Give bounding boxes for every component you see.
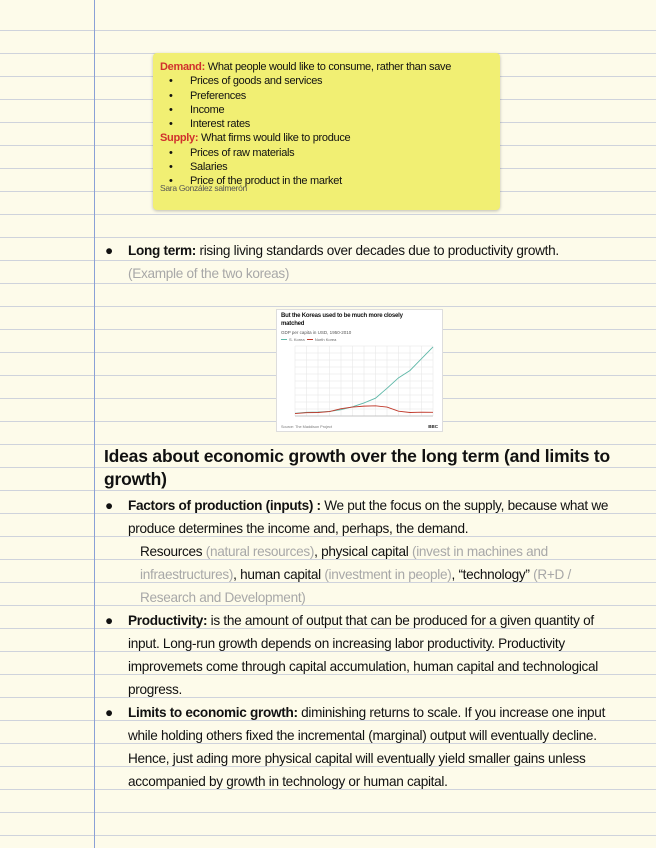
technology-term: “technology” — [458, 567, 530, 582]
factors-item — [105, 494, 625, 609]
list-item: • Salaries — [190, 160, 496, 174]
factors-label: Factors of production (inputs) : — [128, 498, 321, 513]
legend-north-korea: North Korea — [314, 337, 337, 342]
legend-swatch-north-korea — [307, 339, 313, 340]
productivity-text: is the amount of output that can be produced for a given quantity of input. Long-run growth depends on increasing labor productivity. Productivity improvemets come through capital accumulation, human capital and technological progress. — [128, 613, 599, 697]
korea-gdp-chart[interactable] — [276, 309, 443, 432]
supply-label: Supply: — [160, 132, 199, 145]
limits-item — [105, 701, 625, 793]
limits-label: Limits to economic growth: — [128, 705, 298, 720]
resources-note: (natural resources) — [202, 544, 315, 559]
separator: , — [451, 567, 459, 582]
productivity-label: Productivity: — [128, 613, 208, 628]
list-item: • Prices of goods and services — [190, 74, 496, 88]
sticky-note[interactable] — [153, 53, 500, 210]
long-term-section — [105, 239, 625, 285]
demand-list — [160, 74, 496, 131]
demand-text: What people would like to consume, rather than save — [207, 61, 452, 73]
ideas-section — [105, 494, 625, 793]
bullet-icon: ● — [105, 498, 113, 513]
long-term-example: (Example of the two koreas) — [128, 266, 290, 281]
list-item: • Interest rates — [190, 117, 496, 131]
chart-subtitle: GDP per capita in USD, 1950-2010 — [281, 330, 352, 335]
resources-term: Resources — [140, 544, 203, 559]
factors-detail — [128, 540, 625, 609]
human-term: human capital — [240, 567, 321, 582]
section-heading: Ideas about economic growth over the long term (and limits to growth) — [104, 446, 611, 489]
legend-s-korea: S. Korea — [289, 337, 305, 342]
list-item: • Prices of raw materials — [190, 146, 496, 160]
chart-source: Source: The Maddison Project — [281, 425, 333, 429]
physical-term: physical capital — [321, 544, 409, 559]
factors-text: We put the focus on the supply, because what we produce determines the income and, perhaps, the demand. — [128, 498, 609, 536]
chart-legend — [281, 337, 336, 342]
demand-line — [160, 60, 496, 74]
productivity-item — [105, 609, 625, 701]
list-item: • Preferences — [190, 89, 496, 103]
limits-text: diminishing returns to scale. If you increase one input while holding others fixed the incremental (marginal) output will eventually decline. Hence, just ading more physical capital will eventually yield smaller gains unless accompanied by growth in technology or human capital. — [128, 705, 606, 789]
notebook-margin-line — [94, 0, 95, 848]
list-item: • Income — [190, 103, 496, 117]
supply-text: What firms would like to produce — [201, 132, 351, 145]
supply-line — [160, 131, 496, 145]
legend-swatch-s-korea — [281, 339, 287, 340]
long-term-label: Long term: — [128, 243, 196, 258]
bullet-icon: ● — [105, 243, 113, 258]
bullet-icon: ● — [105, 613, 113, 628]
list-item: • Price of the product in the market — [190, 174, 496, 188]
human-note: (investment in people) — [320, 567, 452, 582]
chart-brand: BBC — [428, 424, 438, 429]
sticky-author: Sara González salmerón — [160, 183, 247, 193]
long-term-item — [105, 239, 625, 285]
separator: , — [233, 567, 241, 582]
chart-plot — [289, 344, 437, 422]
physical-note: (invest in machines and infraestructures) — [140, 544, 548, 582]
separator: , — [314, 544, 322, 559]
bullet-icon: ● — [105, 705, 113, 720]
demand-label: Demand: — [160, 61, 205, 73]
technology-note: (R+D / Research and Development) — [140, 567, 571, 605]
chart-title: But the Koreas used to be much more closely matched — [281, 313, 403, 327]
long-term-text: rising living standards over decades due to productivity growth. — [195, 243, 559, 258]
